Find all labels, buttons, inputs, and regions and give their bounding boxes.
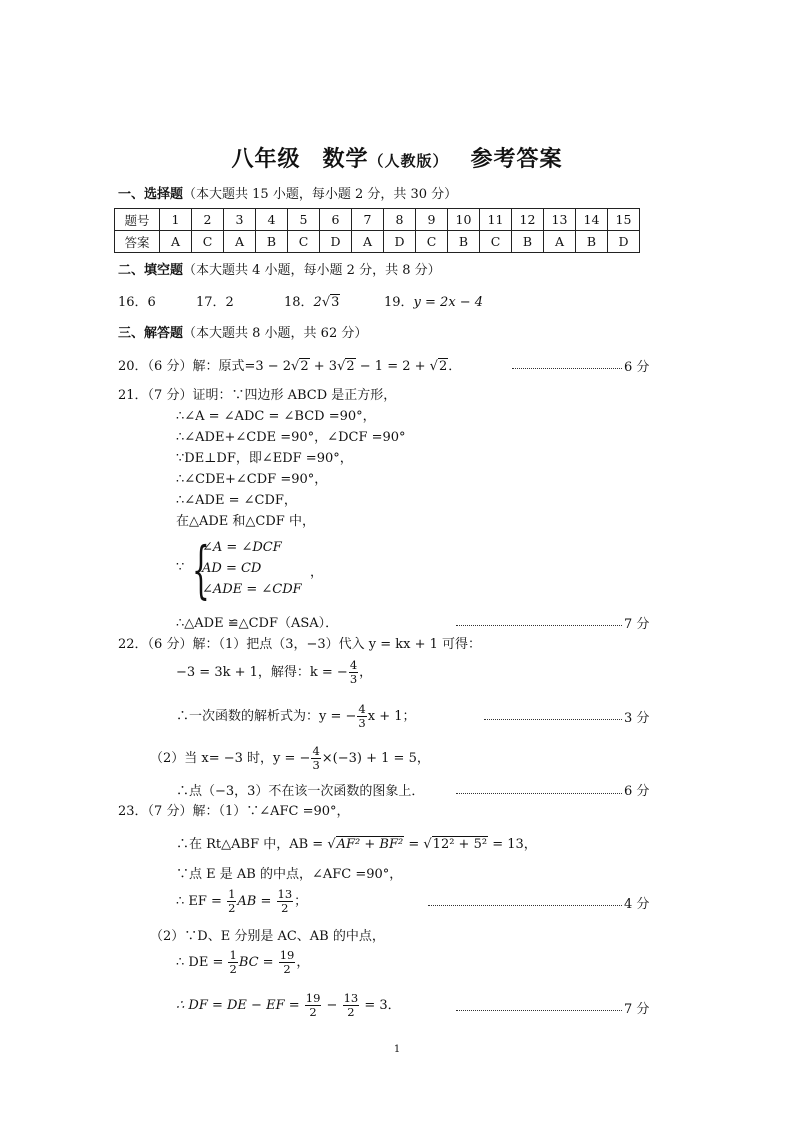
q23-l1-rad1: AF² + BF²	[336, 837, 404, 852]
q21-system-2: AD = CD	[202, 561, 262, 576]
q23-score1-leader	[428, 905, 622, 906]
q20-end: ．	[448, 359, 462, 374]
q21-label: 21．（7 分）证明：∵四边形 ABCD 是正方形，	[118, 388, 397, 403]
q20-rad-b: 2	[346, 359, 355, 374]
table-cell-answer: B	[448, 231, 480, 253]
answer-18-label: 18．	[284, 295, 314, 310]
table-cell-number: 8	[384, 209, 416, 231]
answer-18-radicand: 3	[331, 295, 340, 310]
q23-line-2: ∵点 E 是 AB 的中点，∠AFC =90°，	[176, 867, 403, 882]
q20-mid: + 3	[309, 359, 338, 374]
q22-fx-post: x + 1；	[367, 709, 416, 724]
q21-system-1: ∠A = ∠DCF	[202, 540, 282, 555]
q23-l3-frac2	[277, 888, 294, 915]
table-cell-answer: D	[608, 231, 640, 253]
q21-line-4: ∴∠CDE+∠CDF =90°，	[176, 472, 328, 487]
table-row-numbers	[115, 209, 640, 231]
answer-17: 17．2	[196, 295, 234, 310]
q22-conclusion: ∴点（−3，3）不在该一次函数的图象上．	[176, 784, 425, 799]
q23-l1-pre: ∴在 Rt△ABF 中，AB =	[176, 837, 328, 852]
q22-p2-post: ×(−3) + 1 = 5，	[321, 751, 430, 766]
q22-k-num: 4	[349, 658, 358, 672]
q22-function	[176, 703, 416, 730]
q23-line-1: ∴在 Rt△ABF 中，AB = √AF² + BF² = √12² + 5² = 13，	[176, 837, 537, 852]
q23-l3-f2d: 2	[281, 901, 289, 915]
table-cell-number: 13	[544, 209, 576, 231]
table-cell-number: 4	[256, 209, 288, 231]
table-cell-number: 2	[192, 209, 224, 231]
q23-l3-frac1	[227, 888, 236, 915]
section3-note: （本大题共 8 小题，共 62 分）	[183, 326, 368, 341]
q20-mid2: − 1 = 2 +	[355, 359, 430, 374]
section3-header	[118, 322, 367, 341]
q23-l4-mid: BC =	[238, 955, 278, 970]
q23-l3-f2n: 13	[277, 887, 293, 901]
table-cell-answer: B	[256, 231, 288, 253]
q23-l5-end: = 3．	[360, 998, 401, 1013]
q23-l5-pre: ∴ DF = DE − EF =	[176, 998, 304, 1013]
q21-line-3: ∵DE⊥DF，即∠EDF =90°，	[176, 451, 353, 466]
q22-score1: 3 分	[624, 711, 650, 726]
section1-header	[118, 183, 457, 202]
table-cell-answer: C	[288, 231, 320, 253]
q22-score2: 6 分	[624, 784, 650, 799]
q23-l3-f1d: 2	[228, 901, 236, 915]
answer-18-coef: 2	[313, 295, 322, 310]
q23-l5-frac2	[343, 992, 360, 1019]
table-cell-answer: D	[320, 231, 352, 253]
table-cell-answer: C	[192, 231, 224, 253]
q21-line-1: ∴∠A = ∠ADC = ∠BCD =90°，	[176, 409, 376, 424]
q23-score2: 7 分	[624, 1002, 650, 1017]
q20-line: 20．（6 分）解：原式=3 − 2√2 + 3√2 − 1 = 2 + √2．	[118, 359, 462, 374]
answer-19-expr: y = 2x − 4	[413, 295, 484, 310]
q23-l1-mid: =	[404, 837, 424, 852]
q21-line-2: ∴∠ADE+∠CDE =90°，∠DCF =90°	[176, 430, 406, 445]
q23-l5-mid: −	[322, 998, 342, 1013]
q22-fx-num: 4	[358, 702, 366, 716]
table-cell-number: 1	[160, 209, 192, 231]
q20-label: 20．（6 分）解：原式=3 − 2	[118, 359, 292, 374]
q22-eq1-end: ，	[359, 665, 373, 680]
q22-eq1-text: −3 = 3k + 1，解得：k = −	[176, 665, 348, 680]
page-number: 1	[393, 1044, 401, 1055]
q23-l3-pre: ∴ EF =	[176, 894, 227, 909]
table-header-number: 题号	[115, 209, 160, 231]
q22-p2-den: 3	[312, 758, 320, 772]
q23-line-5	[176, 992, 401, 1019]
answer-18: 18．2√3	[284, 295, 340, 310]
q22-part2	[150, 745, 430, 772]
q22-p2-fraction	[311, 745, 320, 772]
table-cell-answer: D	[384, 231, 416, 253]
q22-label: 22．（6 分）解：（1）把点（3，−3）代入 y = kx + 1 可得：	[118, 637, 482, 652]
q23-l4-frac2	[279, 949, 296, 976]
q22-p2-num: 4	[312, 744, 320, 758]
q22-fx-pre: ∴一次函数的解析式为：y = −	[176, 709, 357, 724]
table-cell-number: 10	[448, 209, 480, 231]
table-cell-answer: A	[352, 231, 384, 253]
q22-fx-fraction	[357, 703, 366, 730]
q23-l4-f1d: 2	[229, 962, 237, 976]
q23-l1-rad2: 12² + 5²	[432, 837, 488, 852]
q23-score2-leader	[456, 1010, 622, 1011]
q21-score: 7 分	[624, 617, 650, 632]
table-cell-number: 11	[480, 209, 512, 231]
q23-part2: （2）∵D、E 分别是 AC、AB 的中点，	[150, 929, 385, 944]
q22-eq1	[176, 659, 372, 686]
q20-rad-c: 2	[438, 359, 448, 374]
q23-line-3	[176, 888, 307, 915]
table-row-answers	[115, 231, 640, 253]
title-answers: 参考答案	[470, 147, 563, 172]
table-cell-number: 3	[224, 209, 256, 231]
table-cell-answer: B	[576, 231, 608, 253]
answer-table	[114, 208, 640, 253]
table-cell-number: 6	[320, 209, 352, 231]
q21-conclusion: ∴△ADE ≌△CDF（ASA）．	[176, 616, 339, 631]
table-cell-answer: A	[544, 231, 576, 253]
q22-k-den: 3	[349, 672, 358, 686]
q23-l4-f2d: 2	[283, 962, 291, 976]
title-subject: 数学	[322, 147, 369, 172]
q21-because: ∵	[176, 560, 185, 575]
table-cell-answer: A	[160, 231, 192, 253]
q23-score1: 4 分	[624, 897, 650, 912]
q22-k-fraction	[349, 659, 358, 686]
table-cell-answer: B	[512, 231, 544, 253]
q20-score-leader	[512, 368, 622, 369]
table-cell-number: 15	[608, 209, 640, 231]
q23-l4-end: ，	[296, 955, 310, 970]
section1-note: （本大题共 15 小题，每小题 2 分，共 30 分）	[183, 187, 458, 202]
q21-line-6: 在△ADE 和△CDF 中，	[176, 514, 315, 529]
q23-l4-pre: ∴ DE =	[176, 955, 228, 970]
table-cell-answer: A	[224, 231, 256, 253]
q20-score: 6 分	[624, 360, 650, 375]
q22-fx-den: 3	[358, 716, 366, 730]
table-cell-answer: C	[480, 231, 512, 253]
table-cell-number: 5	[288, 209, 320, 231]
title-grade: 八年级	[231, 147, 301, 172]
answer-16: 16．6	[118, 295, 156, 310]
q21-brace: {	[192, 533, 210, 606]
q23-label: 23．（7 分）解：（1）∵∠AFC =90°，	[118, 804, 350, 819]
table-cell-number: 12	[512, 209, 544, 231]
q21-system-3: ∠ADE = ∠CDF	[202, 582, 302, 597]
q23-l4-f2n: 19	[279, 948, 295, 962]
table-cell-number: 9	[416, 209, 448, 231]
section2-heading: 二、填空题	[118, 263, 184, 278]
q23-l5-f1n: 19	[305, 991, 321, 1005]
title-edition: （人教版）	[368, 152, 449, 170]
answer-19-label: 19．	[384, 295, 414, 310]
q20-rad-a: 2	[300, 359, 309, 374]
q23-line-4	[176, 949, 309, 976]
section1-heading: 一、选择题	[118, 187, 184, 202]
q22-score1-leader	[484, 719, 622, 720]
q23-l1-end: = 13，	[488, 837, 537, 852]
q23-l5-f2d: 2	[347, 1005, 355, 1019]
answer-19	[384, 291, 483, 310]
q23-l4-f1n: 1	[229, 948, 237, 962]
q21-score-leader	[456, 625, 622, 626]
table-header-answer: 答案	[115, 231, 160, 253]
table-cell-number: 14	[576, 209, 608, 231]
q23-l5-f2n: 13	[343, 991, 359, 1005]
q23-l5-frac1	[305, 992, 322, 1019]
q22-p2-pre: （2）当 x= −3 时，y = −	[150, 751, 311, 766]
q21-line-5: ∴∠ADE = ∠CDF，	[176, 493, 297, 508]
q23-l5-f1d: 2	[309, 1005, 317, 1019]
q23-l4-frac1	[228, 949, 237, 976]
q23-l3-end: ；	[294, 894, 308, 909]
section2-note: （本大题共 4 小题，每小题 2 分，共 8 分）	[183, 263, 441, 278]
q23-l3-mid: AB =	[237, 894, 276, 909]
q23-l3-f1n: 1	[228, 887, 236, 901]
q22-score2-leader	[456, 793, 622, 794]
section2-header	[118, 259, 441, 278]
section3-heading: 三、解答题	[118, 326, 184, 341]
q21-system-comma: ，	[310, 565, 324, 580]
page-title	[0, 142, 794, 173]
table-cell-answer: C	[416, 231, 448, 253]
table-cell-number: 7	[352, 209, 384, 231]
